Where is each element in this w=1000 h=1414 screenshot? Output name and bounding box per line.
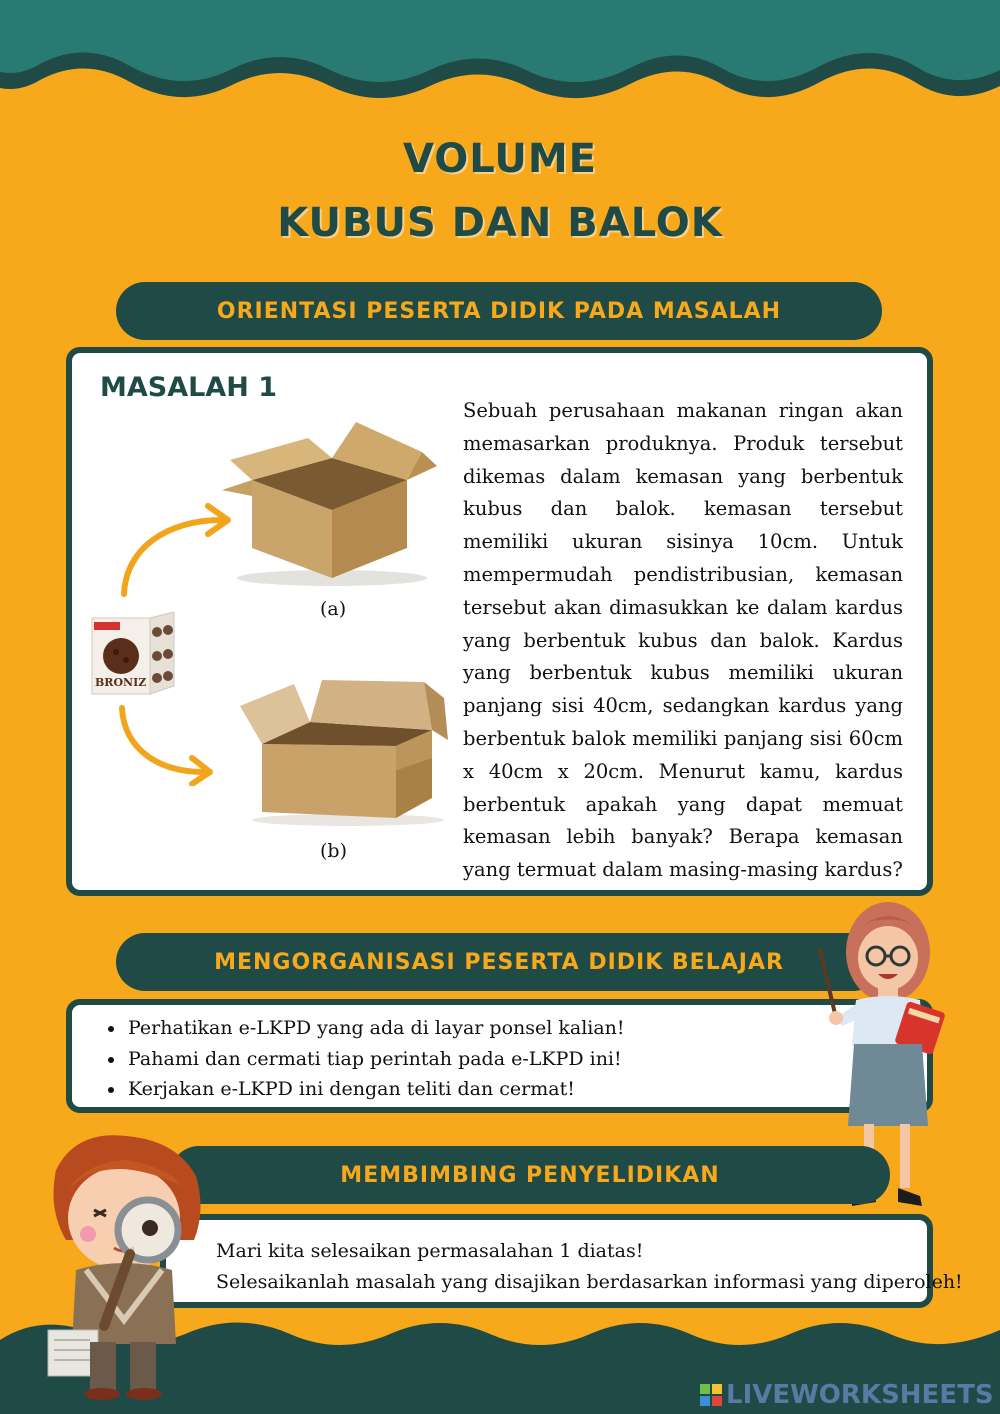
title-line-2: KUBUS DAN BALOK: [277, 200, 723, 246]
instruction-item-3: • Kerjakan e-LKPD ini dengan teliti dan cermat!: [126, 1074, 625, 1105]
guide-line-2: Selesaikanlah masalah yang disajikan berdasarkan informasi yang diperoleh!: [216, 1271, 963, 1293]
section-organisasi-header: MENGORGANISASI PESERTA DIDIK BELAJAR: [116, 933, 882, 991]
student-magnifier-illustration: [46, 1130, 216, 1400]
section-orientasi-header: ORIENTASI PESERTA DIDIK PADA MASALAH: [116, 282, 882, 340]
instruction-item-2: • Pahami dan cermati tiap perintah pada e-LKPD ini!: [126, 1044, 625, 1075]
cube-cardboard-box-image: [222, 418, 444, 588]
masalah-label: MASALAH 1: [100, 372, 277, 403]
instructions-list: [100, 1013, 625, 1105]
broniz-product-package-image: [90, 612, 178, 698]
masalah-problem-text: Sebuah perusahaan makanan ringan akan memasarkan produknya. Produk tersebut dikemas dalam kemasan yang berbentuk kubus dan balok. kemasan tersebut memiliki ukuran sisinya 10cm. Untuk mempermudah pendistribusian, kemasan tersebut akan dimasukkan ke dalam kardus yang berbentuk kubus dan balok. Kardus yang berbentuk kubus memiliki ukuran panjang sisi 40cm, sedangkan kardus yang berbentuk balok memiliki panjang sisi 60cm x 40cm x 20cm. Menurut kamu, kardus berbentuk apakah yang dapat memuat kemasan lebih banyak? Berapa kemasan yang termuat dalam masing-masing kardus?: [463, 399, 903, 882]
caption-a: (a): [320, 598, 347, 620]
cuboid-cardboard-box-image: [236, 678, 450, 828]
arrow-down-icon: [112, 702, 222, 786]
guide-line-1: Mari kita selesaikan permasalahan 1 diatas!: [216, 1240, 644, 1262]
section-membimbing-header: MEMBIMBING PENYELIDIKAN: [170, 1146, 890, 1204]
product-brand-label: BRONIZ: [95, 676, 147, 689]
instruction-item-1: • Perhatikan e-LKPD yang ada di layar ponsel kalian!: [126, 1013, 625, 1044]
title-line-1: VOLUME: [403, 136, 597, 182]
arrow-up-icon: [112, 498, 242, 598]
liveworksheets-logo-icon: [700, 1384, 722, 1406]
caption-b: (b): [320, 840, 347, 862]
liveworksheets-watermark: LIVEWORKSHEETS: [726, 1380, 994, 1410]
top-wave-decoration: [0, 0, 1000, 120]
guide-text: [216, 1236, 963, 1298]
